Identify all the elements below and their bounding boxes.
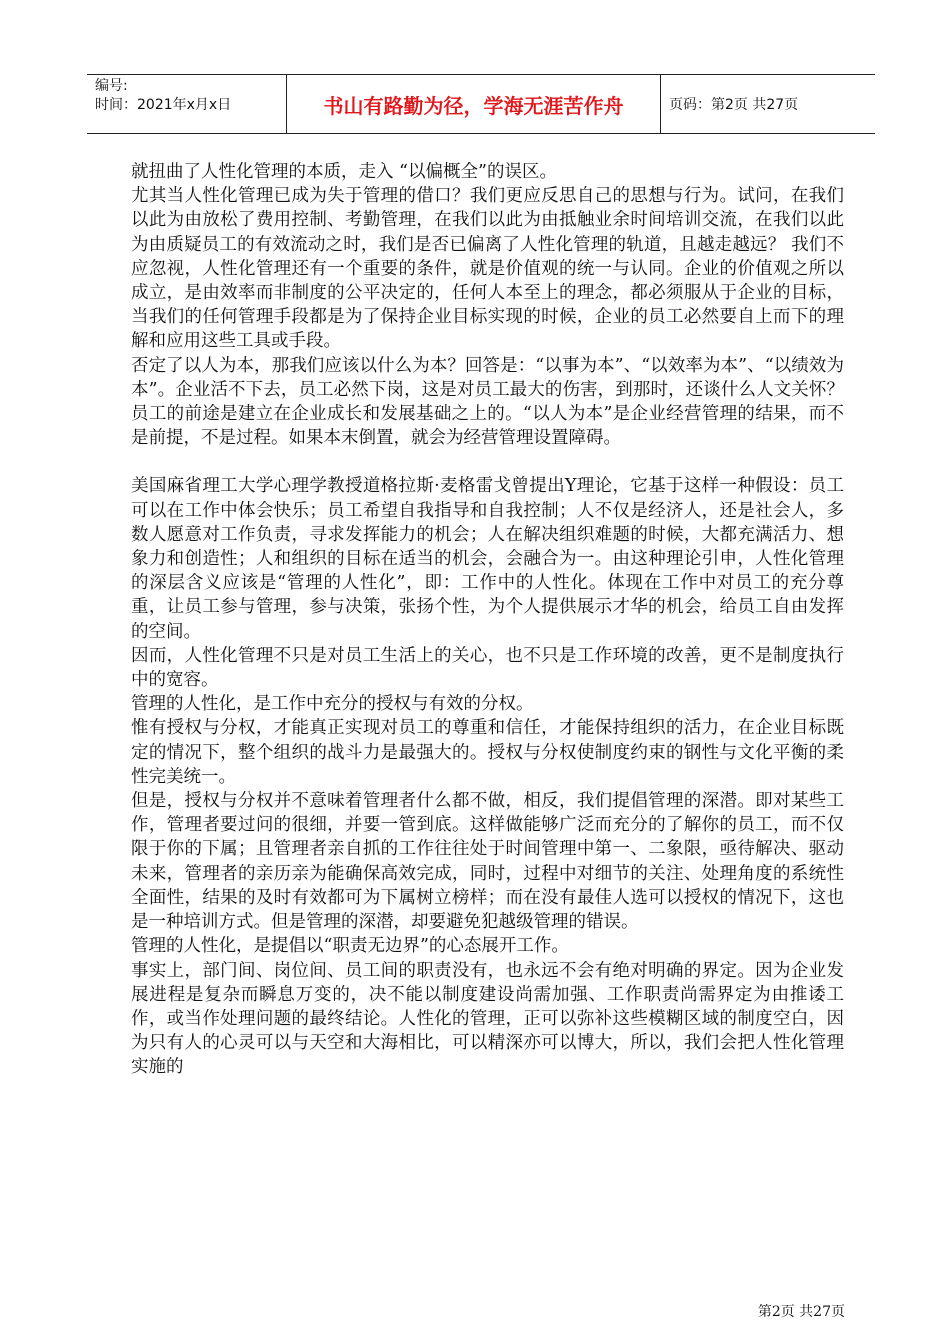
document-number-label: 编号: <box>95 78 128 94</box>
document-time-label: 时间：2021年x月x日 <box>95 97 232 113</box>
paragraph: 惟有授权与分权，才能真正实现对员工的尊重和信任，才能保持组织的活力，在企业目标既定的情况下，整个组织的战斗力是最强大的。授权与分权使制度约束的钢性与文化平衡的柔性完美统一。 <box>131 718 844 787</box>
page-header <box>87 74 875 134</box>
header-meta <box>87 75 287 133</box>
paragraph: 事实上，部门间、岗位间、员工间的职责没有，也永远不会有绝对明确的界定。因为企业发展进程是复杂而瞬息万变的，决不能以制度建设尚需加强、工作职责尚需界定为由推诿工作，或当作处理问题的最终结论。人性化的管理，正可以弥补这些模糊区域的制度空白，因为只有人的心灵可以与天空和大海相比，可以精深亦可以博大，所以，我们会把人性化管理实施的 <box>131 960 844 1078</box>
paragraph: 尤其当人性化管理已成为失于管理的借口？我们更应反思自己的思想与行为。试问，在我们以此为由放松了费用控制、考勤管理，在我们以此为由抵触业余时间培训交流，在我们以此为由质疑员工的有效流动之时，我们是否已偏离了人性化管理的轨道，且越走越远？ 我们不应忽视，人性化管理还有一个重要的条件，就是价值观的统一与认同。企业的价值观之所以成立，是由效率而非制度的公平决定的，任何人本至上的理念，都必须服从于企业的目标，当我们的任何管理手段都是为了保持企业目标实现的时候，企业的员工必然要自上而下的理解和应用这些工具或手段。 <box>131 186 844 352</box>
paragraph: 美国麻省理工大学心理学教授道格拉斯·麦格雷戈曾提出Y理论，它基于这样一种假设：员工可以在工作中体会快乐；员工希望自我指导和自我控制；人不仅是经济人，还是社会人，多数人愿意对工作负责，寻求发挥能力的机会；人在解决组织难题的时候，大都充满活力、想象力和创造性；人和组织的目标在适当的机会，会融合为一。由这种理论引申，人性化管理的深层含义应该是“管理的人性化”，即：工作中的人性化。体现在工作中对员工的充分尊重，让员工参与管理，参与决策，张扬个性，为个人提供展示才华的机会，给员工自由发挥的空间。 <box>131 476 844 642</box>
header-motto: 书山有路勤为径，学海无涯苦作舟 <box>287 75 661 133</box>
paragraph: 就扭曲了人性化管理的本质，走入 “以偏概全”的误区。 <box>131 162 557 182</box>
paragraph: 管理的人性化，是提倡以“职责无边界”的心态展开工作。 <box>131 936 569 957</box>
paragraph: 否定了以人为本，那我们应该以什么为本？回答是：“以事为本”、“以效率为本”、“以绩效为本”。企业活不下去，员工必然下岗，这是对员工最大的伤害，到那时，还谈什么人文关怀？员工的前途是建立在企业成长和发展基础之上的。“以人为本”是企业经营管理的结果，而不是前提，不是过程。如果本末倒置，就会为经营管理设置障碍。 <box>131 355 844 449</box>
header-page-number: 页码：第2页 共27页 <box>669 97 799 113</box>
page-footer: 第2页 共27页 <box>757 1304 845 1320</box>
paragraph: 因而，人性化管理不只是对员工生活上的关心，也不只是工作环境的改善，更不是制度执行中的宽容。 <box>131 645 844 691</box>
paragraph: 但是，授权与分权并不意味着管理者什么都不做，相反，我们提倡管理的深潜。即对某些工作，管理者要过问的很细，并要一管到底。这样做能够广泛而充分的了解你的员工，而不仅限于你的下属；且管理者亲自抓的工作往往处于时间管理中第一、二象限，亟待解决、驱动未来，管理者的亲历亲为能确保高效完成，同时，过程中对细节的关注、处理角度的系统性全面性，结果的及时有效都可为下属树立榜样；而在没有最佳人选可以授权的情况下，这也是一种培训方式。但是管理的深潜，却要避免犯越级管理的错误。 <box>131 791 844 933</box>
paragraph: 管理的人性化，是工作中充分的授权与有效的分权。 <box>131 694 534 715</box>
paragraph-spacer <box>131 450 844 474</box>
document-body <box>131 160 844 1080</box>
